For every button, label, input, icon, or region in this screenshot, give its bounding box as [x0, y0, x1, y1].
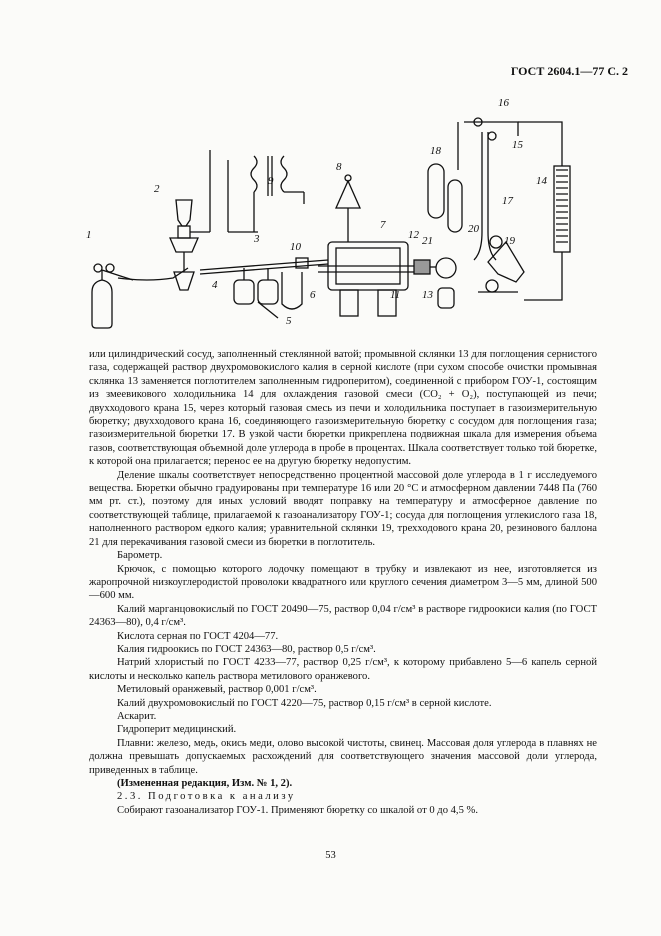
label-1: 1 — [86, 229, 92, 241]
label-21: 21 — [422, 235, 433, 247]
section-heading: 2.3. Подготовка к анализу — [117, 791, 296, 803]
paragraph: Гидроперит медицинский. — [117, 724, 237, 736]
paragraph: или цилиндрический сосуд, заполненный стеклянной ватой; промывной склянки 13 для поглощения сернистого газа, содержащей раствор двухромовокислого калия в серной кислоте (при сухом способе очистки промывная склянка 13 заменяется поглотителем заполненным гидроперитом), соединенной с прибором ГОУ-1, состоящим из змеевикового холодильника 14 для охлаждения газовой смеси (CO₂ + O₂), поступающей из печи; двухходового крана 15, через который газовая смесь из печи и холодильника поступает в газоизмерительную бюретку; двухходового крана 16, соединяющего газоизмерительную бюретку с сосудом для поглощения газа; газоизмерительной бюретки 17. В узкой части бюретки прикреплена подвижная шкала для измерения объема газов, соответствующая объемной доле углерода в пробе в процентах. Шкала соответствует только той бюретке, к которой она прилагается; перенос ее на другую бюретку недопустим. — [89, 349, 597, 468]
paragraph: Калий марганцовокислый по ГОСТ 20490—75, раствор 0,04 г/см³ в растворе гидроокиси калия (по ГОСТ 24363—80), 0,4 г/см³. — [89, 603, 597, 629]
paragraph: Плавни: железо, медь, окись меди, олово высокой чистоты, свинец. Массовая доля углерода в плавнях не должна превышать допускаемых расхождений для соответствующего значения массовой доли углерода, приведенных в таблице. — [89, 737, 597, 776]
apparatus-diagram — [78, 92, 578, 332]
paragraph: Метиловый оранжевый, раствор 0,001 г/см³. — [117, 684, 317, 696]
label-18: 18 — [430, 145, 441, 157]
paragraph: Калий двухромовокислый по ГОСТ 4220—75, раствор 0,15 г/см³ в серной кислоте. — [117, 697, 492, 709]
label-2: 2 — [154, 183, 160, 195]
body-text — [89, 348, 597, 817]
gas-cylinder — [92, 280, 112, 328]
paragraph: Крючок, с помощью которого лодочку помещают в трубку и извлекают из нее, изготовляется из жаропрочной низкоуглеродистой проволоки квадратного или круглого сечения диаметром 3—5 мм, длиной 500—600 мм. — [89, 563, 597, 602]
paragraph: Калия гидроокись по ГОСТ 24363—80, раствор 0,5 г/см³. — [117, 643, 376, 655]
label-8: 8 — [336, 161, 342, 173]
amendment-note: (Измененная редакция, Изм. № 1, 2). — [117, 778, 293, 789]
label-4: 4 — [212, 279, 218, 291]
label-20: 20 — [468, 223, 479, 235]
paragraph: Аскарит. — [117, 710, 157, 722]
label-17: 17 — [502, 195, 513, 207]
label-13: 13 — [422, 289, 433, 301]
label-5: 5 — [286, 315, 292, 327]
label-3: 3 — [254, 233, 260, 245]
label-12: 12 — [408, 229, 419, 241]
paragraph: Кислота серная по ГОСТ 4204—77. — [117, 630, 279, 642]
paragraph: Деление шкалы соответствует непосредственно процентной массовой доле углерода в 1 г исследуемого вещества. Бюретки обычно градуированы при температуре 16 или 20 °С и атмосферном давлении 7448 Па (760 мм рт. ст.), поэтому для иных условий вводят поправку на температуру и атмосферное давление по соответствующей таблице, прилагаемой к газоанализатору ГОУ-1; сосуда для поглощения углекислого газа 18, наполненного раствором едкого калия; уравнительной склянки 19, трехходового крана 20, резинового баллона 21 для перекачивания газовой смеси из бюретки в поглотитель. — [89, 469, 597, 548]
label-19: 19 — [504, 235, 515, 247]
label-16: 16 — [498, 97, 509, 109]
label-6: 6 — [310, 289, 316, 301]
page-number: 53 — [325, 850, 336, 861]
label-11: 11 — [390, 289, 401, 301]
label-14: 14 — [536, 175, 547, 187]
page-header: ГОСТ 2604.1—77 С. 2 — [510, 64, 628, 78]
label-9: 9 — [268, 175, 274, 187]
label-15: 15 — [512, 139, 523, 151]
label-7: 7 — [380, 219, 386, 231]
paragraph: Собирают газоанализатор ГОУ-1. Применяют бюретку со шкалой от 0 до 4,5 %. — [117, 804, 479, 816]
paragraph: Барометр. — [117, 550, 163, 562]
label-10: 10 — [290, 241, 301, 253]
paragraph: Натрий хлористый по ГОСТ 4233—77, раствор 0,25 г/см³, к которому прибавлено 5—6 капель серной кислоты и несколько капель раствора метилового оранжевого. — [89, 657, 597, 682]
